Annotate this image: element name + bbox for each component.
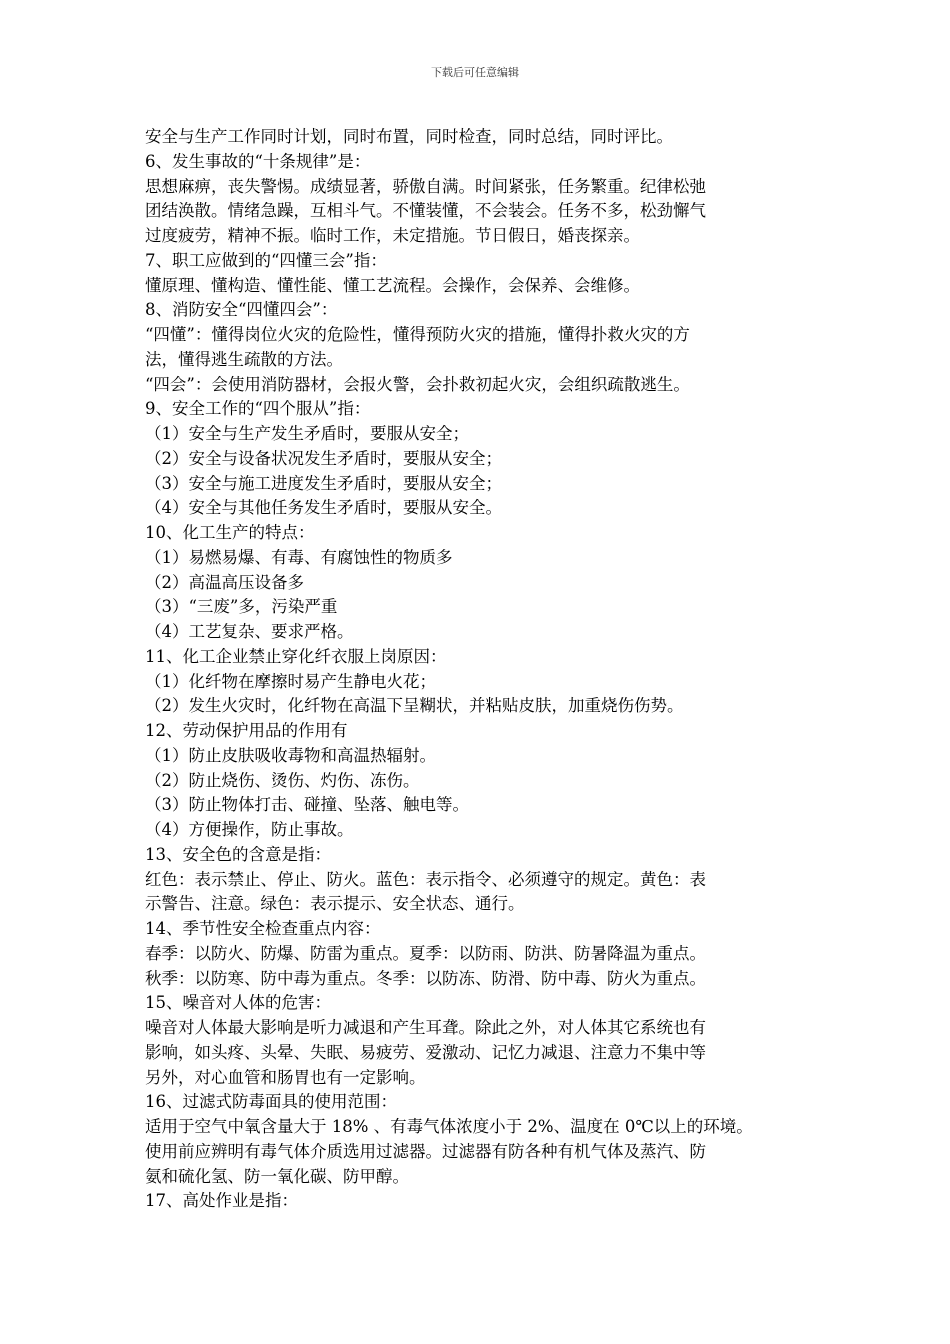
list-item: （1）防止皮肤吸收毒物和高温热辐射。 [145,745,436,765]
list-item: （2）高温高压设备多 [145,572,304,592]
section-heading: 8、消防安全“四懂四会”： [145,300,338,320]
list-item: （2）安全与设备状况发生矛盾时，要服从安全； [145,448,502,468]
text-line: “四会”：会使用消防器材，会报火警，会扑救初起火灾，会组织疏散逃生。 [145,374,690,394]
list-item: （1）化纤物在摩擦时易产生静电火花； [145,671,436,691]
text-line: 使用前应辨明有毒气体介质选用过滤器。过滤器有防各种有机气体及蒸汽、防 [145,1141,706,1161]
list-item: （4）安全与其他任务发生矛盾时，要服从安全。 [145,498,502,518]
list-item: （3）安全与施工进度发生矛盾时，要服从安全； [145,473,502,493]
section-heading: 9、安全工作的“四个服从”指： [145,399,371,419]
list-item: （4）方便操作，防止事故。 [145,820,354,839]
text-line: 安全与生产工作同时计划，同时布置，同时检查，同时总结，同时评比。 [145,127,673,146]
document-body [145,125,835,1214]
text-line: 法，懂得逃生疏散的方法。 [145,349,343,369]
text-line: 团结涣散。情绪急躁，互相斗气。不懂装懂，不会装会。任务不多，松劲懈气 [145,201,706,221]
section-heading: 15、噪音对人体的危害： [145,993,331,1013]
text-line: 氨和硫化氢、防一氧化碳、防甲醇。 [145,1166,409,1186]
list-item: （2）发生火灾时，化纤物在高温下呈糊状，并粘贴皮肤，加重烧伤伤势。 [145,696,684,716]
list-item: （2）防止烧伤、烫伤、灼伤、冻伤。 [145,770,420,790]
page-header-note: 下载后可任意编辑 [431,66,519,79]
section-heading: 7、职工应做到的“四懂三会”指： [145,250,387,270]
text-line: 过度疲劳，精神不振。临时工作，未定措施。节日假日，婚丧探亲。 [145,226,640,245]
text-line: 秋季：以防寒、防中毒为重点。冬季：以防冻、防滑、防中毒、防火为重点。 [145,968,706,988]
list-item: （4）工艺复杂、要求严格。 [145,622,354,641]
text-line: 思想麻痹，丧失警惕。成绩显著，骄傲自满。时间紧张，任务繁重。纪律松弛 [145,176,706,196]
text-line: 噪音对人体最大影响是听力减退和产生耳聋。除此之外，对人体其它系统也有 [145,1018,706,1037]
text-line: 适用于空气中氧含量大于 18% 、有毒气体浓度小于 2%、温度在 0℃以上的环境。 [145,1117,753,1136]
section-heading: 17、高处作业是指： [145,1191,298,1211]
list-item: （3）“三废”多，污染严重 [145,597,338,617]
text-line: 红色：表示禁止、停止、防火。蓝色：表示指令、必须遵守的规定。黄色：表 [145,869,706,889]
text-line: 示警告、注意。绿色：表示提示、安全状态、通行。 [145,894,525,914]
text-line: 影响，如头疼、头晕、失眠、易疲劳、爱激动、记忆力减退、注意力不集中等 [145,1042,706,1062]
list-item: （1）安全与生产发生矛盾时，要服从安全； [145,424,469,443]
section-heading: 11、化工企业禁止穿化纤衣服上岗原因： [145,646,447,666]
list-item: （1）易燃易爆、有毒、有腐蚀性的物质多 [145,547,453,567]
text-line: 另外，对心血管和肠胃也有一定影响。 [145,1067,426,1087]
text-line: 懂原理、懂构造、懂性能、懂工艺流程。会操作，会保养、会维修。 [145,275,640,295]
section-heading: 10、化工生产的特点： [145,523,315,542]
section-heading: 12、劳动保护用品的作用有 [145,721,348,740]
text-line: 春季：以防火、防爆、防雷为重点。夏季：以防雨、防洪、防暑降温为重点。 [145,943,706,963]
text-line: “四懂”：懂得岗位火灾的危险性，懂得预防火灾的措施，懂得扑救火灾的方 [145,325,690,344]
section-heading: 6、发生事故的“十条规律”是： [145,151,371,171]
section-heading: 14、季节性安全检查重点内容： [145,919,381,938]
section-heading: 13、安全色的含意是指： [145,844,331,864]
section-heading: 16、过滤式防毒面具的使用范围： [145,1092,397,1112]
list-item: （3）防止物体打击、碰撞、坠落、触电等。 [145,795,469,815]
